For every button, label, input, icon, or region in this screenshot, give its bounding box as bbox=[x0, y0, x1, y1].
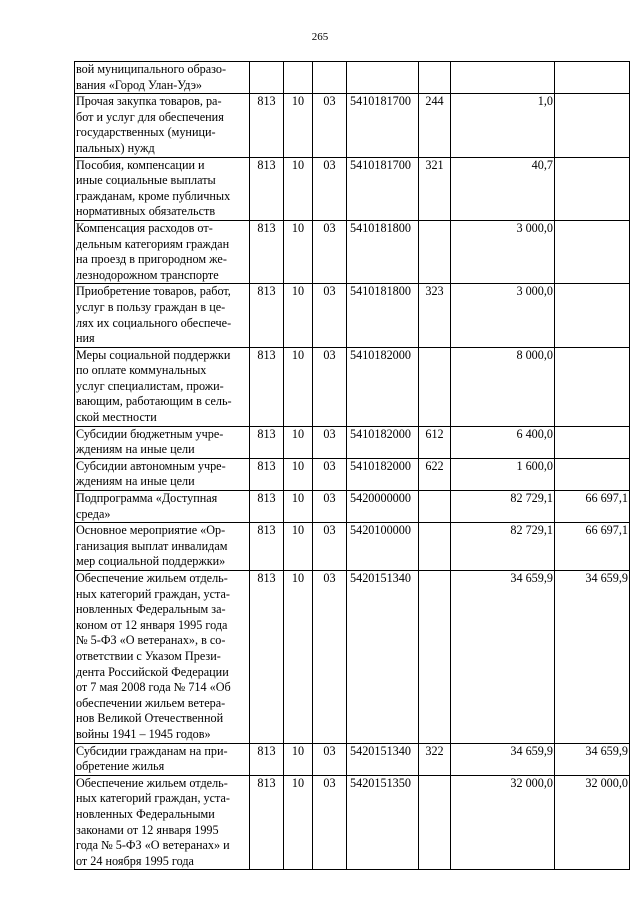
cell-podrazdel: 03 bbox=[313, 523, 347, 571]
cell-name-line: на проезд в пригородном же- bbox=[76, 252, 227, 267]
cell-razdel: 10 bbox=[284, 347, 313, 426]
cell-name-line: коном от 12 января 1995 года bbox=[76, 617, 228, 632]
cell-name-line: вой муниципального образо- bbox=[76, 62, 227, 76]
cell-csr: 5410182000 bbox=[347, 347, 419, 426]
cell-vr bbox=[419, 220, 451, 283]
cell-sum-2: 34 659,9 bbox=[555, 571, 630, 744]
cell-name-line: ных категорий граждан, уста- bbox=[76, 586, 230, 601]
cell-ved: 813 bbox=[250, 458, 284, 490]
cell-name-line: года № 5-ФЗ «О ветеранах» и bbox=[76, 838, 230, 853]
cell-razdel: 10 bbox=[284, 571, 313, 744]
cell-name-line: Компенсация расходов от- bbox=[76, 220, 213, 235]
cell-name-line: от 24 ноября 1995 года bbox=[76, 853, 194, 868]
cell-name-line: пальных) нужд bbox=[76, 140, 155, 155]
cell-ved: 813 bbox=[250, 347, 284, 426]
cell-sum-2: 34 659,9 bbox=[555, 743, 630, 775]
table-row bbox=[75, 220, 630, 283]
cell-sum-1: 3 000,0 bbox=[451, 284, 555, 347]
cell-csr: 5410182000 bbox=[347, 426, 419, 458]
cell-name bbox=[75, 458, 250, 490]
cell-sum-1: 32 000,0 bbox=[451, 775, 555, 870]
cell-sum-1: 34 659,9 bbox=[451, 571, 555, 744]
cell-ved: 813 bbox=[250, 491, 284, 523]
cell-name bbox=[75, 94, 250, 157]
cell-ved: 813 bbox=[250, 284, 284, 347]
cell-name-line: ждениям на иные цели bbox=[76, 474, 195, 489]
cell-sum-1: 40,7 bbox=[451, 157, 555, 220]
cell-sum-2: 66 697,1 bbox=[555, 523, 630, 571]
cell-ved: 813 bbox=[250, 426, 284, 458]
table-row bbox=[75, 347, 630, 426]
cell-name-line: дельным категориям граждан bbox=[76, 236, 230, 251]
cell-podrazdel: 03 bbox=[313, 743, 347, 775]
cell-podrazdel bbox=[313, 62, 347, 94]
cell-name-line: Подпрограмма «Доступная bbox=[76, 491, 218, 506]
cell-podrazdel: 03 bbox=[313, 157, 347, 220]
cell-podrazdel: 03 bbox=[313, 426, 347, 458]
cell-podrazdel: 03 bbox=[313, 775, 347, 870]
cell-vr bbox=[419, 62, 451, 94]
table-row bbox=[75, 571, 630, 744]
cell-ved: 813 bbox=[250, 743, 284, 775]
cell-vr: 622 bbox=[419, 458, 451, 490]
cell-name-line: дента Российской Федерации bbox=[76, 664, 229, 679]
table-row bbox=[75, 775, 630, 870]
cell-name bbox=[75, 220, 250, 283]
cell-name-line: гражданам, кроме публичных bbox=[76, 188, 231, 203]
cell-csr: 5420151340 bbox=[347, 571, 419, 744]
cell-name-line: лезнодорожном транспорте bbox=[76, 267, 219, 282]
table-row bbox=[75, 458, 630, 490]
cell-name-line: Основное мероприятие «Ор- bbox=[76, 523, 226, 538]
cell-vr bbox=[419, 491, 451, 523]
cell-csr: 5410181800 bbox=[347, 284, 419, 347]
cell-name-line: обретение жилья bbox=[76, 759, 165, 774]
cell-name-line: обеспечении жильем ветера- bbox=[76, 695, 226, 710]
cell-sum-2 bbox=[555, 220, 630, 283]
cell-ved: 813 bbox=[250, 220, 284, 283]
cell-razdel: 10 bbox=[284, 775, 313, 870]
cell-name bbox=[75, 62, 250, 94]
cell-csr: 5410181800 bbox=[347, 220, 419, 283]
table-row bbox=[75, 284, 630, 347]
cell-name-line: Приобретение товаров, работ, bbox=[76, 284, 231, 299]
cell-sum-2: 32 000,0 bbox=[555, 775, 630, 870]
cell-vr bbox=[419, 571, 451, 744]
cell-razdel: 10 bbox=[284, 523, 313, 571]
cell-name-line: Обеспечение жильем отдель- bbox=[76, 571, 228, 585]
cell-name-line: нормативных обязательств bbox=[76, 204, 216, 219]
cell-razdel: 10 bbox=[284, 743, 313, 775]
cell-podrazdel: 03 bbox=[313, 571, 347, 744]
cell-vr: 322 bbox=[419, 743, 451, 775]
cell-sum-2: 66 697,1 bbox=[555, 491, 630, 523]
cell-vr: 244 bbox=[419, 94, 451, 157]
table-row bbox=[75, 94, 630, 157]
table-row bbox=[75, 426, 630, 458]
cell-sum-1: 3 000,0 bbox=[451, 220, 555, 283]
cell-vr: 321 bbox=[419, 157, 451, 220]
cell-vr: 323 bbox=[419, 284, 451, 347]
cell-podrazdel: 03 bbox=[313, 458, 347, 490]
cell-sum-1: 8 000,0 bbox=[451, 347, 555, 426]
page-number: 265 bbox=[311, 31, 329, 43]
cell-csr: 5410181700 bbox=[347, 157, 419, 220]
cell-name-line: Субсидии автономным учре- bbox=[76, 458, 226, 473]
cell-name-line: услуг в пользу граждан в це- bbox=[76, 299, 226, 314]
cell-sum-2 bbox=[555, 284, 630, 347]
cell-name-line: лях их социального обеспече- bbox=[76, 315, 232, 330]
cell-sum-2 bbox=[555, 157, 630, 220]
cell-csr: 5420151340 bbox=[347, 743, 419, 775]
cell-name bbox=[75, 491, 250, 523]
cell-name-line: ных категорий граждан, уста- bbox=[76, 791, 230, 806]
table-body bbox=[75, 62, 630, 870]
cell-podrazdel: 03 bbox=[313, 491, 347, 523]
cell-ved: 813 bbox=[250, 523, 284, 571]
cell-name bbox=[75, 775, 250, 870]
cell-name-line: бот и услуг для обеспечения bbox=[76, 109, 224, 124]
cell-name-line: Субсидии бюджетным учре- bbox=[76, 426, 224, 441]
cell-name-line: государственных (муници- bbox=[76, 125, 216, 140]
cell-podrazdel: 03 bbox=[313, 220, 347, 283]
cell-name-line: нов Великой Отечественной bbox=[76, 711, 224, 726]
cell-sum-2 bbox=[555, 62, 630, 94]
cell-ved bbox=[250, 62, 284, 94]
cell-name-line: ния bbox=[76, 331, 95, 346]
cell-name-line: войны 1941 – 1945 годов» bbox=[76, 726, 211, 741]
cell-name bbox=[75, 347, 250, 426]
cell-sum-1: 1 600,0 bbox=[451, 458, 555, 490]
table-row bbox=[75, 743, 630, 775]
cell-sum-2 bbox=[555, 426, 630, 458]
cell-ved: 813 bbox=[250, 94, 284, 157]
cell-name-line: Субсидии гражданам на при- bbox=[76, 743, 228, 758]
budget-table bbox=[74, 61, 630, 870]
cell-name-line: вающим, работающим в сель- bbox=[76, 394, 232, 409]
cell-razdel: 10 bbox=[284, 458, 313, 490]
cell-sum-1: 82 729,1 bbox=[451, 523, 555, 571]
cell-name-line: от 7 мая 2008 года № 714 «Об bbox=[76, 680, 231, 695]
cell-podrazdel: 03 bbox=[313, 94, 347, 157]
cell-sum-1: 34 659,9 bbox=[451, 743, 555, 775]
cell-name bbox=[75, 571, 250, 744]
cell-razdel bbox=[284, 62, 313, 94]
cell-name-line: новленных Федеральными bbox=[76, 806, 215, 821]
cell-name-line: ответствии с Указом Прези- bbox=[76, 648, 221, 663]
cell-podrazdel: 03 bbox=[313, 284, 347, 347]
cell-name-line: Меры социальной поддержки bbox=[76, 347, 231, 362]
cell-name-line: ской местности bbox=[76, 410, 157, 425]
cell-ved: 813 bbox=[250, 775, 284, 870]
cell-vr bbox=[419, 347, 451, 426]
cell-razdel: 10 bbox=[284, 94, 313, 157]
cell-razdel: 10 bbox=[284, 284, 313, 347]
cell-csr: 5420000000 bbox=[347, 491, 419, 523]
cell-name bbox=[75, 284, 250, 347]
cell-razdel: 10 bbox=[284, 157, 313, 220]
cell-sum-1: 6 400,0 bbox=[451, 426, 555, 458]
cell-name-line: по оплате коммунальных bbox=[76, 363, 207, 378]
cell-razdel: 10 bbox=[284, 220, 313, 283]
cell-sum-1 bbox=[451, 62, 555, 94]
table-row bbox=[75, 523, 630, 571]
cell-csr: 5410181700 bbox=[347, 94, 419, 157]
cell-name-line: ганизация выплат инвалидам bbox=[76, 538, 228, 553]
cell-sum-1: 82 729,1 bbox=[451, 491, 555, 523]
cell-ved: 813 bbox=[250, 157, 284, 220]
cell-sum-2 bbox=[555, 458, 630, 490]
cell-podrazdel: 03 bbox=[313, 347, 347, 426]
cell-sum-2 bbox=[555, 347, 630, 426]
cell-name-line: Обеспечение жильем отдель- bbox=[76, 775, 228, 790]
cell-name bbox=[75, 157, 250, 220]
cell-name bbox=[75, 743, 250, 775]
cell-vr bbox=[419, 775, 451, 870]
cell-name bbox=[75, 523, 250, 571]
cell-csr: 5420100000 bbox=[347, 523, 419, 571]
cell-vr: 612 bbox=[419, 426, 451, 458]
cell-name-line: № 5-ФЗ «О ветеранах», в со- bbox=[76, 633, 226, 648]
cell-csr bbox=[347, 62, 419, 94]
cell-ved: 813 bbox=[250, 571, 284, 744]
cell-csr: 5420151350 bbox=[347, 775, 419, 870]
cell-name-line: Прочая закупка товаров, ра- bbox=[76, 94, 222, 109]
cell-name-line: Пособия, компенсации и bbox=[76, 157, 205, 172]
cell-sum-1: 1,0 bbox=[451, 94, 555, 157]
cell-name-line: среда» bbox=[76, 506, 111, 521]
table-row bbox=[75, 491, 630, 523]
cell-vr bbox=[419, 523, 451, 571]
cell-csr: 5410182000 bbox=[347, 458, 419, 490]
table-row bbox=[75, 62, 630, 94]
cell-name-line: вания «Город Улан-Удэ» bbox=[76, 77, 203, 92]
cell-razdel: 10 bbox=[284, 426, 313, 458]
cell-name-line: мер социальной поддержки» bbox=[76, 554, 226, 569]
cell-name-line: услуг специалистам, прожи- bbox=[76, 378, 224, 393]
cell-name-line: новленных Федеральным за- bbox=[76, 602, 226, 617]
cell-name-line: законами от 12 января 1995 bbox=[76, 822, 219, 837]
cell-name-line: ждениям на иные цели bbox=[76, 442, 195, 457]
cell-razdel: 10 bbox=[284, 491, 313, 523]
cell-sum-2 bbox=[555, 94, 630, 157]
table-row bbox=[75, 157, 630, 220]
cell-name bbox=[75, 426, 250, 458]
cell-name-line: иные социальные выплаты bbox=[76, 173, 216, 188]
